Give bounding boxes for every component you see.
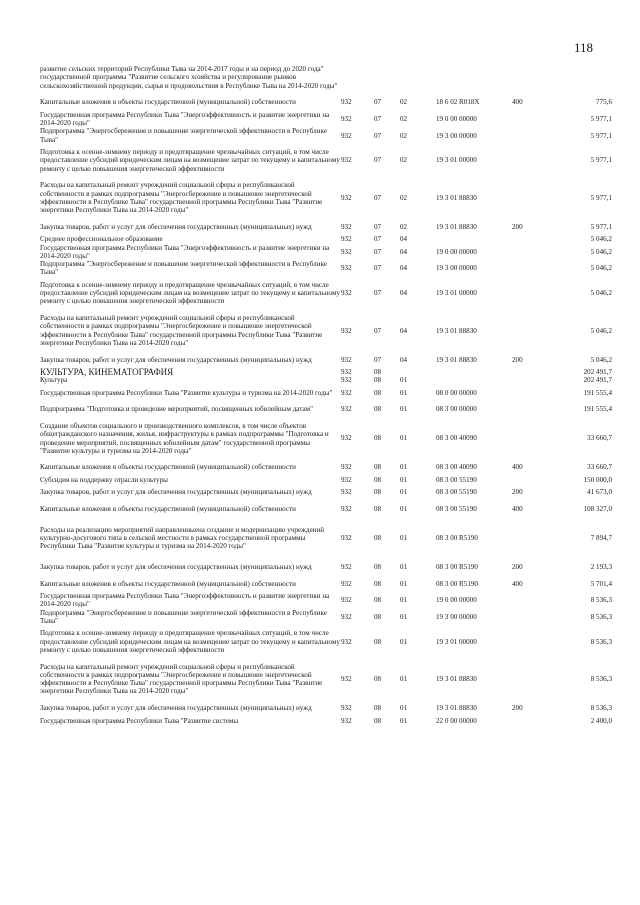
cell-expense-type: 200 — [512, 222, 523, 231]
cell-subsection: 01 — [400, 716, 408, 725]
row-name: Государственная программа Республики Тыва "Развитие культуры и туризма на 2014-2020 годы" — [40, 388, 333, 397]
cell-amount: 41 673,0 — [587, 488, 612, 497]
table-row — [40, 401, 612, 418]
cell-section: 08 — [374, 463, 382, 472]
table-row — [40, 418, 612, 460]
table-row — [40, 94, 612, 111]
row-name: Расходы на реализацию мероприятий направленныена создание и модернизацию учреждений культурно-досугового типа в сельской местности в рамках государственной программы Республики Тыва "Развитие культуры и туризма на 2014-2020 годы" — [40, 525, 325, 551]
row-name: Государственная программа Республики Тыва "Энергоэффективность и развитие энергетики на 2014-2020 годы" — [40, 592, 330, 609]
cell-target-article: 19 0 00 00000 — [436, 247, 477, 256]
cell-subsection: 04 — [400, 264, 408, 273]
cell-target-article: 19 0 00 00000 — [436, 114, 477, 123]
table-row — [40, 575, 612, 592]
cell-target-article: 08 3 00 00000 — [436, 405, 477, 414]
cell-ministry: 932 — [341, 596, 352, 605]
cell-target-article: 08 0 00 00000 — [436, 388, 477, 397]
cell-subsection: 01 — [400, 704, 408, 713]
cell-ministry: 932 — [341, 488, 352, 497]
row-name: Закупка товаров, работ и услуг для обеспечения государственных (муниципальных) нужд — [40, 563, 312, 572]
row-name: Расходы на капитальный ремонт учреждений социальной сферы и республиканской собственности в рамках подпрограммы "Энергосбережение и повышение энергетической эффективности в Республике Тыва" государственной программы Республики Тыва "Развитие энергетики Республики Тыва на 2014-2020 годы" — [40, 181, 323, 215]
table-row — [40, 310, 612, 352]
row-name: Культура — [40, 376, 68, 385]
cell-ministry: 932 — [341, 504, 352, 513]
cell-section: 07 — [374, 264, 382, 273]
cell-ministry: 932 — [341, 156, 352, 165]
table-row — [40, 625, 612, 658]
cell-amount: 7 894,7 — [590, 533, 612, 542]
row-name: Государственная программа Республики Тыва "Энергоэффективность и развитие энергетики на 2014-2020 годы" — [40, 243, 330, 260]
budget-table — [40, 61, 612, 725]
cell-target-article: 19 3 01 88830 — [436, 355, 477, 364]
row-name: Закупка товаров, работ и услуг для обеспечения государственных (муниципальных) нужд — [40, 704, 312, 713]
cell-subsection: 04 — [400, 326, 408, 335]
table-row — [40, 177, 612, 219]
cell-subsection: 02 — [400, 114, 408, 123]
cell-section: 07 — [374, 326, 382, 335]
cell-subsection: 04 — [400, 289, 408, 298]
cell-section: 07 — [374, 222, 382, 231]
cell-subsection: 02 — [400, 156, 408, 165]
cell-section: 07 — [374, 193, 382, 202]
cell-subsection: 01 — [400, 388, 408, 397]
cell-amount: 5 046,2 — [590, 355, 612, 364]
cell-amount: 202 491,7 — [583, 368, 612, 377]
cell-ministry: 932 — [341, 533, 352, 542]
cell-target-article: 19 3 00 00000 — [436, 131, 477, 140]
table-row — [40, 559, 612, 576]
cell-ministry: 932 — [341, 475, 352, 484]
cell-section: 08 — [374, 376, 382, 385]
row-name: Расходы на капитальный ремонт учреждений социальной сферы и республиканской собственности в рамках подпрограммы "Энергосбережение и повышение энергетической эффективности в Республике Тыва" государственной программы Республики Тыва "Развитие энергетики Республики Тыва на 2014-2020 годы" — [40, 662, 323, 696]
table-row — [40, 385, 612, 402]
cell-section: 08 — [374, 563, 382, 572]
row-name: Капитальные вложения в объекты государственной (муниципальной) собственности — [40, 98, 296, 107]
cell-amount: 775,6 — [596, 98, 612, 107]
cell-expense-type: 200 — [512, 355, 523, 364]
cell-subsection: 04 — [400, 235, 408, 244]
cell-section: 08 — [374, 704, 382, 713]
cell-section: 08 — [374, 675, 382, 684]
cell-target-article: 19 3 01 00000 — [436, 156, 477, 165]
cell-subsection: 02 — [400, 131, 408, 140]
row-name: Подпрограмма "Энергосбережение и повышение энергетической эффективности в Республике Тыва" — [40, 608, 327, 625]
table-row — [40, 244, 612, 261]
table-row — [40, 476, 612, 484]
cell-subsection: 01 — [400, 579, 408, 588]
table-row — [40, 61, 612, 94]
table-row — [40, 277, 612, 310]
cell-section: 08 — [374, 612, 382, 621]
row-name: Среднее профессиональное образование — [40, 235, 163, 244]
cell-subsection: 04 — [400, 247, 408, 256]
table-row — [40, 260, 612, 277]
cell-section: 08 — [374, 405, 382, 414]
table-row — [40, 484, 612, 501]
table-row — [40, 219, 612, 236]
cell-subsection: 04 — [400, 355, 408, 364]
cell-target-article: 19 3 01 88830 — [436, 222, 477, 231]
cell-subsection: 01 — [400, 612, 408, 621]
cell-subsection: 01 — [400, 376, 408, 385]
table-row — [40, 127, 612, 144]
cell-section: 07 — [374, 355, 382, 364]
cell-ministry: 932 — [341, 326, 352, 335]
cell-section: 08 — [374, 488, 382, 497]
cell-amount: 33 660,7 — [587, 463, 612, 472]
row-name: Подпрограмма "Энергосбережение и повышение энергетической эффективности в Республике Тыва" — [40, 260, 327, 277]
cell-amount: 191 555,4 — [583, 388, 612, 397]
cell-amount: 5 977,1 — [590, 114, 612, 123]
cell-amount: 5 046,2 — [590, 289, 612, 298]
cell-section: 07 — [374, 289, 382, 298]
table-row — [40, 592, 612, 609]
cell-section: 08 — [374, 475, 382, 484]
cell-ministry: 932 — [341, 247, 352, 256]
cell-amount: 8 536,3 — [590, 637, 612, 646]
cell-section: 07 — [374, 131, 382, 140]
cell-expense-type: 400 — [512, 463, 523, 472]
table-row — [40, 111, 612, 128]
cell-target-article: 08 3 00 55190 — [436, 488, 477, 497]
cell-section: 08 — [374, 388, 382, 397]
cell-ministry: 932 — [341, 704, 352, 713]
cell-section: 08 — [374, 579, 382, 588]
table-row — [40, 609, 612, 626]
table-row — [40, 368, 612, 376]
row-name: Субсидия на поддержку отрасли культуры — [40, 475, 168, 484]
row-name: Подготовка к осенне-зимнему периоду и предотвращение чрезвычайных ситуаций, в том числе предоставление субсидий юридическим лицам на возмещение затрат по текущему и капитальному ремонту с целью повышения энергетической эффективности — [40, 280, 340, 306]
table-row — [40, 144, 612, 177]
table-row — [40, 351, 612, 368]
cell-ministry: 932 — [341, 637, 352, 646]
cell-subsection: 02 — [400, 193, 408, 202]
cell-ministry: 932 — [341, 579, 352, 588]
cell-ministry: 932 — [341, 563, 352, 572]
cell-subsection: 01 — [400, 504, 408, 513]
cell-amount: 33 660,7 — [587, 434, 612, 443]
cell-section: 08 — [374, 504, 382, 513]
cell-expense-type: 400 — [512, 504, 523, 513]
cell-target-article: 19 3 01 88830 — [436, 193, 477, 202]
row-name: Капитальные вложения в объекты государственной (муниципальной) собственности — [40, 504, 296, 513]
row-name: Закупка товаров, работ и услуг для обеспечения государственных (муниципальных) нужд — [40, 222, 312, 231]
cell-subsection: 01 — [400, 637, 408, 646]
cell-target-article: 22 0 00 00000 — [436, 716, 477, 725]
cell-section: 07 — [374, 98, 382, 107]
row-name: Закупка товаров, работ и услуг для обеспечения государственных (муниципальных) нужд — [40, 355, 312, 364]
table-row — [40, 517, 612, 559]
row-name: Подпрограмма "Подготовка и проведение мероприятий, посвященных юбилейным датам" — [40, 405, 313, 414]
cell-section: 08 — [374, 434, 382, 443]
cell-amount: 202 491,7 — [583, 376, 612, 385]
cell-ministry: 932 — [341, 434, 352, 443]
table-row — [40, 459, 612, 476]
row-name: Капитальные вложения в объекты государственной (муниципальной) собственности — [40, 579, 296, 588]
cell-expense-type: 400 — [512, 98, 523, 107]
cell-target-article: 08 3 00 R5190 — [436, 563, 478, 572]
row-name: Подпрограмма "Энергосбережение и повышение энергетической эффективности в Республике Тыва" — [40, 127, 327, 144]
cell-target-article: 19 0 00 00000 — [436, 596, 477, 605]
cell-target-article: 19 3 01 00000 — [436, 637, 477, 646]
cell-subsection: 01 — [400, 533, 408, 542]
row-name: развитие сельских территорий Республики Тыва на 2014-2017 годы и на период до 2020 года" государственной программы "Развитие сельского хозяйства и регулирование рынков сельскохозяйственной продукции, сырья и продовольствия в Республике Тыва на 2014-2020 годы" — [40, 65, 338, 90]
cell-amount: 8 536,3 — [590, 704, 612, 713]
cell-subsection: 01 — [400, 463, 408, 472]
cell-target-article: 08 3 00 40090 — [436, 434, 477, 443]
cell-ministry: 932 — [341, 131, 352, 140]
cell-subsection: 01 — [400, 405, 408, 414]
row-name: Создание объектов социального и производственного комплексов, в том числе объектов общегражданского назначения, жилья, инфраструктуры в рамках подпрограммы "Подготовка и проведение мероприятий, посвященных юбилейным датам" государственной программы "Развитие культуры и туризма на 2014-2020 годы" — [40, 421, 329, 455]
cell-amount: 5 977,1 — [590, 222, 612, 231]
row-name: Расходы на капитальный ремонт учреждений социальной сферы и республиканской собственности в рамках подпрограммы "Энергосбережение и повышение энергетической эффективности в Республике Тыва" государственной программы Республики Тыва "Развитие энергетики Республики Тыва на 2014-2020 годы" — [40, 314, 323, 347]
cell-amount: 5 046,2 — [590, 264, 612, 273]
cell-expense-type: 200 — [512, 704, 523, 713]
cell-ministry: 932 — [341, 235, 352, 244]
row-name: КУЛЬТУРА, КИНЕМАТОГРАФИЯ — [40, 367, 174, 378]
cell-amount: 5 046,2 — [590, 247, 612, 256]
cell-ministry: 932 — [341, 222, 352, 231]
table-row — [40, 501, 612, 518]
cell-amount: 2 400,0 — [590, 716, 612, 725]
cell-ministry: 932 — [341, 376, 352, 385]
cell-section: 07 — [374, 235, 382, 244]
cell-target-article: 08 3 00 R5190 — [436, 579, 478, 588]
cell-section: 08 — [374, 716, 382, 725]
cell-amount: 5 701,4 — [590, 579, 612, 588]
cell-ministry: 932 — [341, 675, 352, 684]
cell-subsection: 01 — [400, 563, 408, 572]
cell-section: 08 — [374, 596, 382, 605]
cell-ministry: 932 — [341, 355, 352, 364]
cell-target-article: 19 3 00 00000 — [436, 612, 477, 621]
cell-amount: 108 327,0 — [583, 504, 612, 513]
table-row — [40, 235, 612, 243]
cell-section: 07 — [374, 114, 382, 123]
cell-amount: 8 536,3 — [590, 596, 612, 605]
cell-expense-type: 400 — [512, 579, 523, 588]
row-name: Подготовка к осенне-зимнему периоду и предотвращение чрезвычайных ситуаций, в том числе предоставление субсидий юридическим лицам на возмещение затрат по текущему и капитальному ремонту с целью повышения энергетической эффективности — [40, 148, 340, 173]
cell-expense-type: 200 — [512, 488, 523, 497]
cell-amount: 2 193,3 — [590, 563, 612, 572]
cell-target-article: 19 3 01 88830 — [436, 704, 477, 713]
cell-target-article: 08 3 00 55190 — [436, 504, 477, 513]
cell-amount: 5 046,2 — [590, 326, 612, 335]
cell-section: 07 — [374, 247, 382, 256]
cell-subsection: 02 — [400, 98, 408, 107]
table-row — [40, 376, 612, 384]
cell-expense-type: 200 — [512, 563, 523, 572]
cell-amount: 8 536,3 — [590, 675, 612, 684]
table-row — [40, 717, 612, 725]
cell-subsection: 01 — [400, 596, 408, 605]
cell-ministry: 932 — [341, 612, 352, 621]
row-name: Государственная программа Республики Тыва "Развитие системы — [40, 716, 239, 725]
cell-subsection: 01 — [400, 488, 408, 497]
cell-subsection: 01 — [400, 434, 408, 443]
table-row — [40, 700, 612, 717]
cell-ministry: 932 — [341, 193, 352, 202]
cell-target-article: 18 6 02 R018X — [436, 98, 480, 107]
cell-amount: 5 046,2 — [590, 235, 612, 244]
cell-target-article: 19 3 01 00000 — [436, 289, 477, 298]
cell-amount: 5 977,1 — [590, 156, 612, 165]
cell-ministry: 932 — [341, 289, 352, 298]
cell-ministry: 932 — [341, 98, 352, 107]
cell-amount: 150 000,0 — [583, 475, 612, 484]
cell-subsection: 01 — [400, 475, 408, 484]
cell-target-article: 19 3 00 00000 — [436, 264, 477, 273]
cell-ministry: 932 — [341, 368, 352, 377]
cell-ministry: 932 — [341, 388, 352, 397]
cell-ministry: 932 — [341, 405, 352, 414]
cell-section: 08 — [374, 533, 382, 542]
cell-section: 07 — [374, 156, 382, 165]
cell-section: 08 — [374, 637, 382, 646]
cell-ministry: 932 — [341, 716, 352, 725]
cell-target-article: 08 3 00 55190 — [436, 475, 477, 484]
cell-amount: 8 536,3 — [590, 612, 612, 621]
cell-ministry: 932 — [341, 114, 352, 123]
cell-section: 08 — [374, 368, 382, 377]
cell-target-article: 08 3 00 40090 — [436, 463, 477, 472]
table-row — [40, 658, 612, 700]
cell-target-article: 19 3 01 88830 — [436, 326, 477, 335]
cell-subsection: 01 — [400, 675, 408, 684]
cell-target-article: 08 3 00 R5190 — [436, 533, 478, 542]
cell-ministry: 932 — [341, 264, 352, 273]
page-number: 118 — [574, 40, 594, 55]
cell-ministry: 932 — [341, 463, 352, 472]
cell-amount: 5 977,1 — [590, 193, 612, 202]
row-name: Подготовка к осенне-зимнему периоду и предотвращение чрезвычайных ситуаций, в том числе предоставление субсидий юридическим лицам на возмещение затрат по текущему и капитальному ремонту с целью повышения энергетической эффективности — [40, 629, 340, 654]
cell-subsection: 02 — [400, 222, 408, 231]
cell-amount: 5 977,1 — [590, 131, 612, 140]
row-name: Государственная программа Республики Тыва "Энергоэффективность и развитие энергетики на 2014-2020 годы" — [40, 110, 330, 128]
cell-amount: 191 555,4 — [583, 405, 612, 414]
row-name: Капитальные вложения в объекты государственной (муниципальной) собственности — [40, 463, 296, 472]
row-name: Закупка товаров, работ и услуг для обеспечения государственных (муниципальных) нужд — [40, 488, 312, 497]
cell-target-article: 19 3 01 88830 — [436, 675, 477, 684]
